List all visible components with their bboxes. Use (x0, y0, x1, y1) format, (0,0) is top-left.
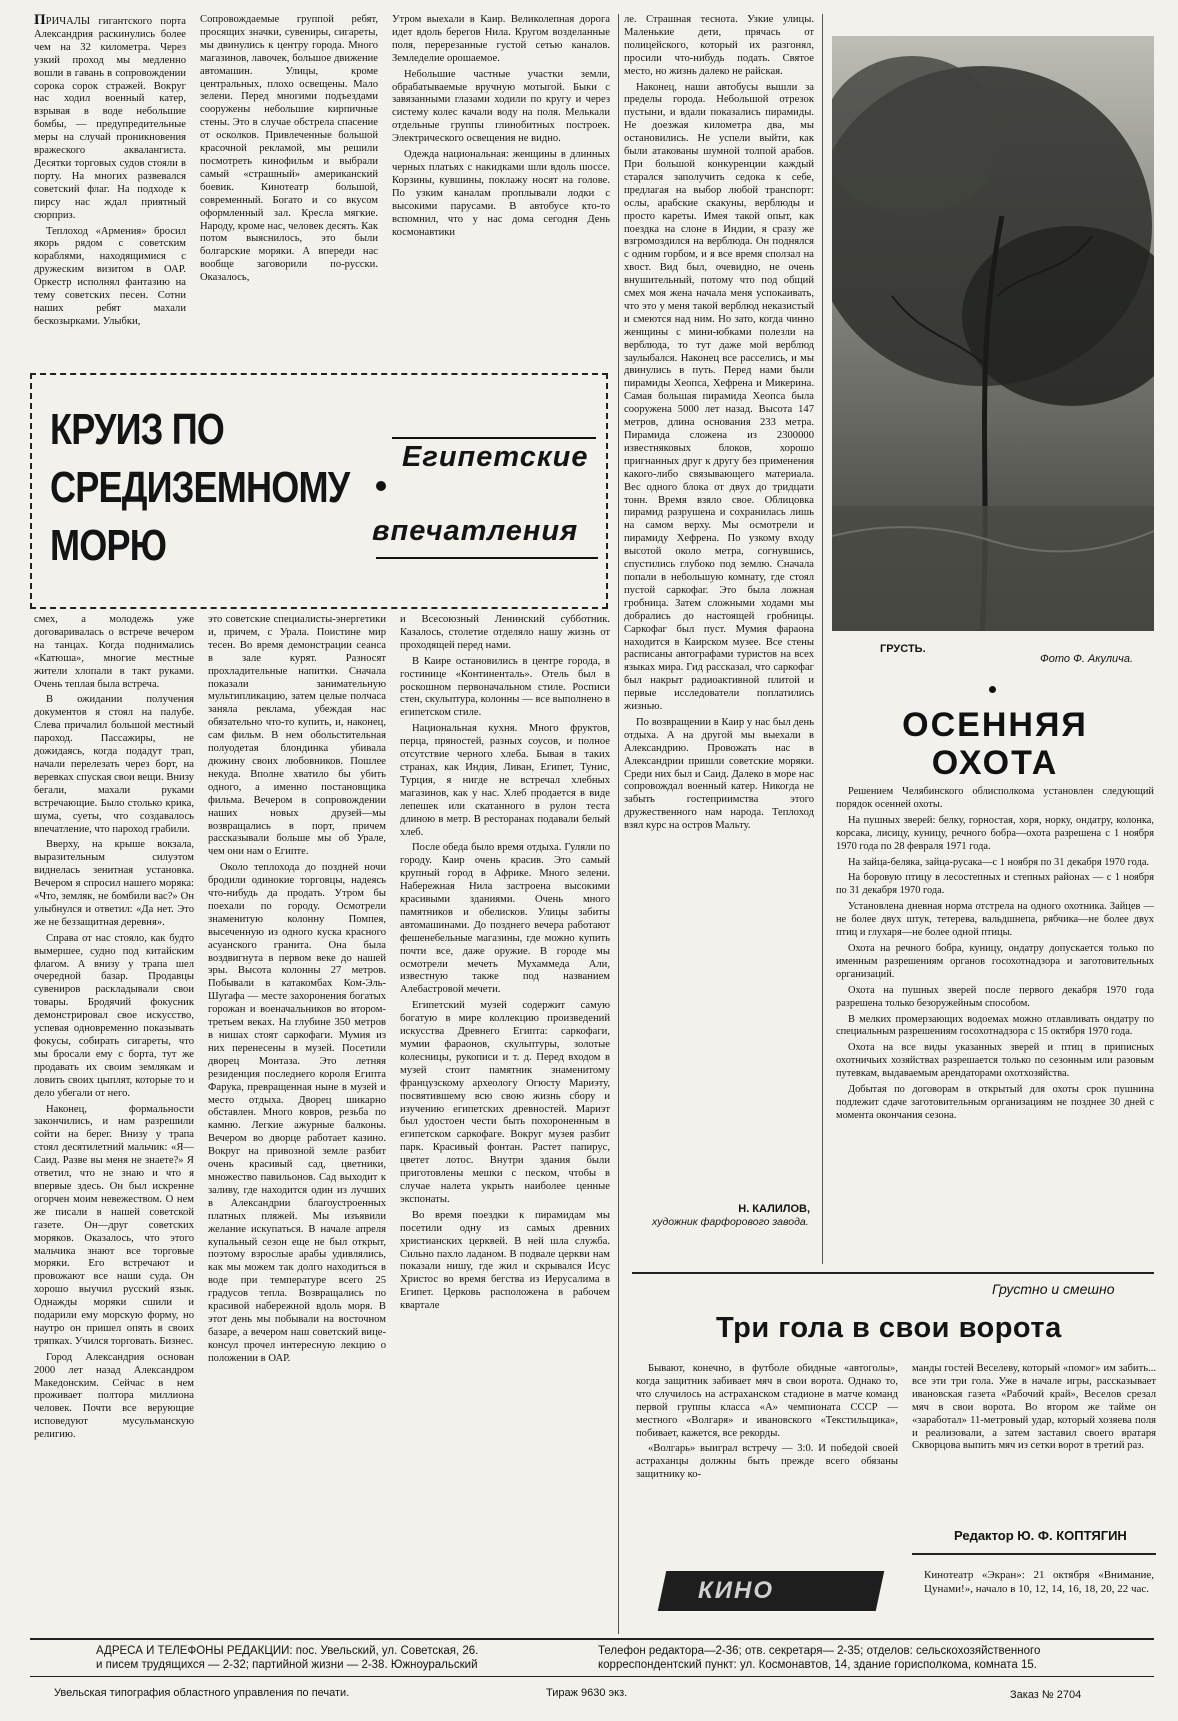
author-profession: художник фарфорового завода. (652, 1216, 809, 1228)
sport-rubric: Грустно и смешно (992, 1281, 1115, 1297)
article-col-4: ле. Страшная теснота. Узкие улицы. Маленькие дети, прячась от полицейского, который их разгонял, просили что-нибудь подать. Святое место, но жизнь далеко не райская. Наконец, наши автобусы вышли за пределы города. Небольшой отрезок пустыни, и вдали показались пирамиды. Не доезжая километра два, мы остановились. Не успели выйти, как были атакованы шумной толпой арабов. При большой конкуренции каждый старался заполучить седока к себе, предлагая на выбор любой транспорт: ослы, арабские скакуны, верблюды и просто кареты. Имея такой опыт, как поездка на слоне в Индии, я сразу же взгромоздился на верблюда. Он поднялся с одним горбом, и я все время сползал на хвост. Вид был, очевидно, не очень внушительный, потому что под общий смех моя жена начала меня успокаивать, что это у меня такой верблюд неказистый и смеются над ним. Но зато, когда чинно женщины с мини-юбками полезли на верблюда, то тут даже мой верблюд заулыбался. Наконец все расселись, и мы двинулись в путь. Перед нами были пирамиды Хеопса, Хефрена и Микерина. Самая большая пирамида Хеопса была сооружена 5000 лет назад. Высота 147 метров, длина основания 233 метра. Пирамида сложена из 2300000 известняковых блоков, хорошо пригнанных друг к другу без применения какого-либо связывающего материала. Вес одного блока от двух до тридцати тонн. Время взяло свое. Облицовка пирамид разрушена и сохранилась лишь на самом верху. Мы осмотрели и пирамиду Хефрена. По узкому входу высотой около метра, согнувшись, спустились глубоко под землю. Сначала попали в небольшую комнату, где стоял пустой саркофаг. Это была ложная гробница. Затем сложными ходами мы добрались до настоящей гробницы. Саркофаг был пуст. Мумия фараона находится в Каирском музее. Все стены расписаны автографами туристов на всех языках мира. Гид рассказал, что саркофаг был накрыт радиоактивной плитой и первые исследователи поплатились жизнью. По возвращении в Каир у нас был день отдыха. А на другой мы выехали в Александрию. Провожать нас в Александрии пришли советские моряки. Среди них был и Саид. Далеко в море нас сопровождал военный катер. Никогда не забыть гостеприимства этого дружественного нам народа. Теплоход взял курс на остров Мальту. (624, 14, 814, 832)
article-col-3-bottom: и Всесоюзный Ленинский субботник. Казалось, столетие отделяло нашу жизнь от проходящей перед нами. В Каире остановились в центре города, в гостинице «Континенталь». Отель был в роскошном первоначальном стиле. Росписи стен, скульптура, колонны — все выполнено в египетском стиле. Национальная кухня. Много фруктов, перца, пряностей, разных соусов, и полное отсутствие черного хлеба. Бывая в таких странах, как Индия, Ливан, Египет, Тунис, Турция, я нигде не встречал хлебных магазинов, как у нас. Хлеб продается в виде лепешек или скатанного в рулон теста длиною в метр. В ресторанах подавали белый хлеб. После обеда было время отдыха. Гуляли по городу. Каир очень красив. Это самый крупный город в Африке. Много зелени. Набережная Нила застроена высокими красивыми зданиями. Очень много памятников и обелисков. Улицы забиты автомашинами. До позднего вечера работают фешенебельные магазины, где можно купить почти все, даже оружие. В городе мы осмотрели мечеть Мухаммеда Али, известную также под названием Алебастровой мечети. Египетский музей содержит самую богатую в мире коллекцию произведений искусства Древнего Египта: саркофаги, мумии фараонов, скульптуры, золотые колесницы, рукописи и т. д. Перед входом в музей стоит памятник знаменитому французскому археологу Огюсту Мариэту, посвятившему всю свою жизнь сбору и изучению египетских древностей. Мариэт был удостоен чести быть похороненным в египетском саркофаге. Вокруг музея разбит парк. Красивый фонтан. Растет папирус, цветет лотос. Внутри здания были приготовлены мешки с песком, чтобы в случае налета укрыть наиболее ценные экспонаты. Во время поездки к пирамидам мы посетили одну из самых древних христианских церквей. В ней шла служба. Сильно пахло ладаном. В подвале церкви нам показали нишу, где жил и скрывался Исус Христос во время бегства из Иерусалима в Египет. Церковь расположена в рабочем квартале (400, 614, 610, 1312)
sport-col-2: манды гостей Веселеву, который «помог» им забить... все эти три гола. Уже в начале игры, рассказывает ивановская газета «Рабочий край», Веселов срезал мяч в свои ворота. Во втором же тайме он «заработал» 11-метровый удар, который хозяева поля и реализовали, а затем заставил своего вратаря Скворцова выпить мяч из сетки ворот в третий раз. (912, 1363, 1156, 1452)
editor-rule (912, 1553, 1156, 1555)
footer-rule-bottom (30, 1676, 1154, 1677)
article-col-1-bottom: смех, а молодежь уже договаривалась о встрече вечером на танцах. Когда поднимались «Катюша», многие местные жители хлопали в такт руками. Очень теплая была встреча. В ожидании получения документов я стоял на палубе. Слева причалил большой местный пароход. Пассажиры, не дожидаясь, когда подадут трап, начали перелезать через борт, на веревках спуская свои вещи. Внизу бегали, махали руками встречающие. Было столько крика, шума, суеты, что создавалось впечатление, что пароход грабили. Вверху, на крыше вокзала, выразительным силуэтом виднелась зенитная установка. Вечером я спросил нашего моряка: «Что, земляк, не бомбили вас?» Он улыбнулся и ответил: «Да нет. Это же не беззащитная деревня». Справа от нас стояло, как будто вымершее, судно под китайским флагом. А внизу у трапа шел очередной базар. Продавцы сувениров раскладывали свои товары. Бродячий фокусник демонстрировал свое искусство, успевая одновременно показывать фокусы, собирать сигареты, что мы бросали ему с борта, тут же продавать их своим землякам и ловить своих цыплят, которые то и дело убегали от него. Наконец, формальности закончились, и нам разрешили сойти на берег. Внизу у трапа стоял десятилетний мальчик: «Я—Саид. Разве вы меня не знаете?» Я ответил, что не знаю и что я впервые здесь. Он был искренне огорчен моим невежеством. О нем же писали в нашей советской газете. Он—друг советских моряков. Оказалось, что этого мальчика знают все торговые моряки. Его встречают и провожают все наши суда. Он хорошо выучил русский язык. Однажды моряки сшили и подарили ему морскую форму, но наутро он пришел опять в своих тряпках. Учился торговать. Бизнес. Город Александрия основан 2000 лет назад Александром Македонским. Сейчас в нем проживает полтора миллиона человек. Почти все верующие исповедуют мусульманскую религию. (34, 614, 194, 1441)
article-col-2-top: Сопровождаемые группой ребят, просящих значки, сувениры, сигареты, мы двинулись к центру города. Много магазинов, лавочек, большое движение автомашин. Улицы, кроме центральных, плохо освещены. Мало зелени. Перед многими подъездами сооружены небольшие кирпичные стены. Это в случае обстрела спасение от осколков. Привлеченные большой красочной рекламой, мы решили посмотреть кинофильм и выбрали самый «страшный» американский боевик. Кинотеатр большой, современный. Богато и со вкусом оформленный зал. Кресла мягкие. Народу, кроме нас, человек десять. Как потом выяснилось, это были болгарские моряки. А впереди нас вообще заговорили по-русски. Оказалось, (200, 14, 378, 284)
sport-rule (632, 1272, 1154, 1274)
footer-rule (30, 1638, 1154, 1640)
photo-sadness (832, 36, 1154, 631)
photo-credit: Фото Ф. Акулича. (1040, 653, 1134, 665)
article-col-1-top: ПРИЧАЛЫ гигантского порта Александрия раскинулись более чем на 32 километра. Через узкий проход мы медленно вошли в гавань в сопровождении сорока сорок стражей. Вокруг нас ходил военный катер, взрывая в воде небольшие бомбы, — предупредительные меры на случай проникновения вражеского аквалангиста. Десятки торговых судов стояли в порту. На многих развевался советский флаг. На подходе к пирсу нас ждал приятный сюрприз. Теплоход «Армения» бросил якорь рядом с советским кораблями, находящимися с дружеским визитом в ОАР. Оркестр исполнял фантазию на тему советских песен. Сотни наших ребят махали бескозырками. Улыбки, (34, 14, 186, 327)
order-number: Заказ № 2704 (1010, 1689, 1082, 1701)
editor-signature: Редактор Ю. Ф. КОПТЯГИН (954, 1528, 1127, 1543)
photo-tree-image (832, 36, 1154, 631)
hunt-title: ОСЕННЯЯ ОХОТА (902, 706, 1088, 782)
hunt-text: Решением Челябинского облисполкома установлен следующий порядок осенней охоты. На пушных зверей: белку, горностая, хоря, норку, ондатру, колонка, корсака, лисицу, куницу, речного бобра—охота разрешена с 1 ноября 1970 года по 28 февраля 1971 года. На зайца-беляка, зайца-русака—с 1 ноября по 31 декабря 1970 года. На боровую птицу в лесостепных и степных районах — с 1 ноября по 31 декабря 1970 года. Установлена дневная норма отстрела на одного охотника. Зайцев — не более двух штук, тетерева, вальдшнепа, рябчика—не более двух птиц и глухаря—не более одной птицы. Охота на речного бобра, куницу, ондатру допускается только по именным разрешениям органов госохотнадзора и заготовительных организаций. Охота на пушных зверей после первого декабря 1970 года разрешена только безоружейным способом. В мелких промерзающих водоемах можно отлавливать ондатру по специальным разрешениям госохотнадзора с 15 октября 1970 года. Охота на все виды указанных зверей и птиц в приписных охотничьих хозяйствах разрешается только по сезонным или разовым путевкам, выдаваемым арендаторами охотхозяйства. Добытая по договорам в открытый для охоты срок пушнина подлежит сдаче заготовительным организациям не позднее 30 дней с момента окончания сезона. (836, 786, 1154, 1121)
article-subheadline-2: впечатления (372, 515, 579, 547)
article-signature (632, 1203, 810, 1229)
cinema-logo (658, 1571, 885, 1611)
column-rule (618, 14, 619, 1634)
bullet-dot (376, 481, 386, 491)
footer-addresses-left: АДРЕСА И ТЕЛЕФОНЫ РЕДАКЦИИ: пос. Увельский, ул. Советская, 26. и писем трудящихся — 2-32; партийной жизни — 2-38. Южноуральский (96, 1645, 479, 1671)
article-col-3-top: Утром выехали в Каир. Великолепная дорога идет вдоль берегов Нила. Кругом возделанные поля, перерезанные густой сетью каналов. Земледелие орошаемое. Небольшие частные участки земли, обрабатываемые вручную мотыгой. Быки с завязанными глазами ходили по кругу и через систему колес качали воду на поля. Мелькали отдельные группы глинобитных построек. Электрического освещения не видно. Одежда национальная: женщины в длинных черных платьях с накидками шли вдоль шоссе. Корзины, кувшины, поклажу носят на голове. По узким каналам проплывали лодки с высокими парусами. В автобусе кто-то вспомнил, что у нас дома сегодня День космонавтики (392, 14, 610, 238)
banner-rule-top (392, 437, 596, 439)
dropcap: П (34, 14, 46, 28)
article-subheadline-1: Египетские (402, 441, 589, 473)
article-headline: КРУИЗ ПО СРЕДИЗЕМНОМУ МОРЮ (50, 405, 350, 570)
circulation-info: Тираж 9630 экз. (546, 1687, 628, 1699)
article-col-2-bottom: это советские специалисты-энергетики и, причем, с Урала. Поистине мир тесен. Во время демонстрации сеанса в зале курят. Разносят прохладительные напитки. Сначала показали занимательную мультипликацию, затем целые полчаса заняла реклама, убеждая нас обязательно что-то купить, и, наконец, сам фильм. В нем обольстительная полуодетая блондинка убивала дюжину своих любовников. Пошлее некуда. Вполне хватило бы убить одного, а именно постановщика фильма. Вечером в сопровождении наших новых друзей—мы возвращались в порт, причем рассказывали больше мы об Урале, чем они нам о Египте. Около теплохода до поздней ночи бродили одинокие торговцы, надеясь что-нибудь да продать. Утром бы поехали по городу. Осмотрели знаменитую колонну Помпея, высеченную из одного куска красного асуанского гранита. Она была воздвигнута в первом веке до нашей эры. Высота колонны 27 метров. Побывали в катакомбах Ком-Эль-Шугафа — месте захоронения богатых горожан и военачальников во втором-третьем веках. На глубине 350 метров в нишах стоят саркофаги. Мумия из них перенесены в музей. Посетили дворец Монтаза. Это летняя резиденция последнего короля Египта Фарука, превращенная ныне в музей и место отдыха. Дворец шикарно обставлен. Много ковров, резьба по камню. Легкие ажурные балконы. Вечером во дворце работает казино. Вокруг на привозной земле разбит очень красивый сад, цветники, множество павильонов. Сад выходит к заливу, где находится один из лучших в Александрии благоустроенных платных пляжей. Мы изъявили желание искупаться. В начале апреля купальный сезон еще не был открыт, поэтому взрослые арабы удивлялись, как мы можем так долго находиться в воде при температуре всего 25 градусов тепла. Возвращались по красивой набережной вдоль моря. В этот день мы побывали на восточном базаре, а вечером наш советский вице-консул прочел интересную лекцию о положении в ОАР. (208, 614, 386, 1364)
banner-rule-bottom (376, 557, 598, 559)
sport-col-1: Бывают, конечно, в футболе обидные «автоголы», когда защитник забивает мяч в свои ворота. Однако то, что случилось на астраханском стадионе в матче команд первой группы класса «А» чемпионата СССР — местного «Волгаря» и ивановского «Текстильщика», побивает, кажется, все рекорды. «Волгарь» выиграл встречу — 3:0. И победой своей астраханцы должны быть прежде всего обязаны защитнику ко- (636, 1363, 898, 1481)
printer-info: Увельская типография областного управления по печати. (54, 1687, 350, 1699)
sport-title: Три гола в свои ворота (716, 1312, 1062, 1344)
cinema-logo-text: КИНО (698, 1577, 775, 1604)
hunt-bullet-dot (989, 686, 996, 693)
article-banner (30, 373, 608, 609)
column-rule (822, 14, 823, 1264)
cinema-text: Кинотеатр «Экран»: 21 октября «Внимание, Цунами!», начало в 10, 12, 14, 16, 18, 20, 22 час. (924, 1569, 1154, 1595)
author-name: Н. КАЛИЛОВ, (738, 1203, 810, 1215)
photo-caption: ГРУСТЬ. (880, 643, 926, 655)
footer-addresses-right: Телефон редактора—2-36; отв. секретаря— 2-35; отделов: сельскохозяйственного корреспондентский пункт: ул. Космонавтов, 14, здание горисполкома, комната 15. (598, 1645, 1041, 1671)
